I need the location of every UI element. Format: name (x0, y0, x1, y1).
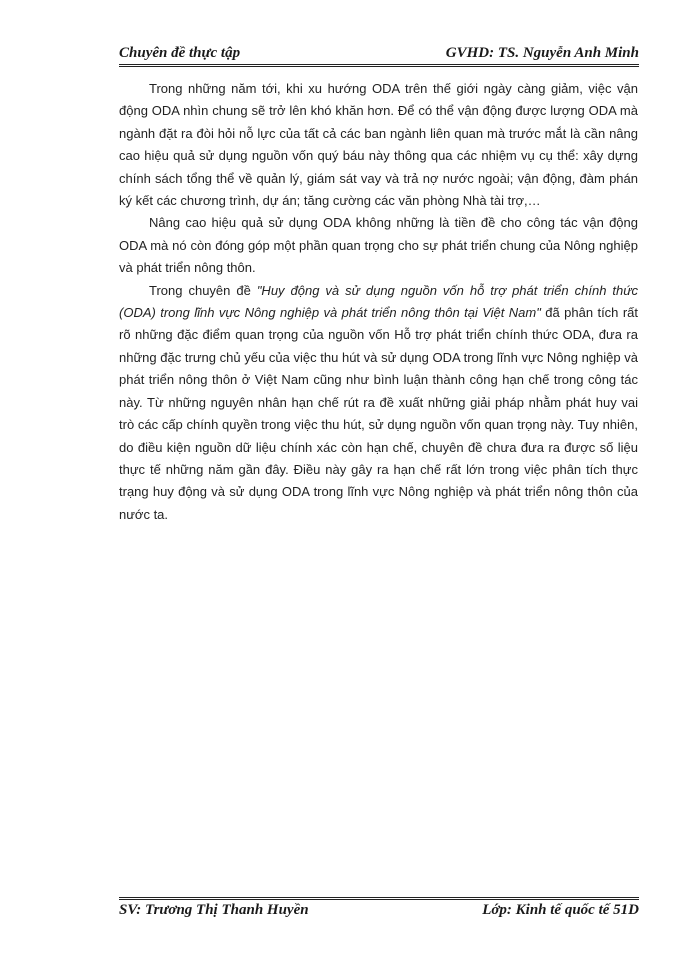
body-paragraph-2: Nâng cao hiệu quả sử dụng ODA không những là tiền đề cho công tác vận động ODA mà nó còn đóng góp một phần quan trọng cho sự phát triển chung của Nông nghiệp và phát triển nông thôn. (119, 215, 638, 276)
header-document-type: Chuyên đề thực tập (119, 45, 241, 61)
header-supervisor: GVHD: TS. Nguyễn Anh Minh (445, 45, 639, 61)
footer-class: Lớp: Kinh tế quốc tế 51D (482, 902, 639, 918)
body-paragraph-3 (119, 280, 638, 526)
footer-student: SV: Trương Thị Thanh Huyền (119, 902, 309, 918)
header-divider (119, 64, 639, 67)
report-title: "Huy động và sử dụng nguồn vốn hỗ trợ phát triển chính thức (ODA) trong lĩnh vực Nông nghiệp và phát triển nông thôn tại Việt Nam" (119, 282, 638, 321)
page-footer (119, 902, 639, 924)
body-paragraph-1: Trong những năm tới, khi xu hướng ODA trên thế giới ngày càng giảm, việc vận động ODA nhìn chung sẽ trở lên khó khăn hơn. Để có thể vận động được lượng ODA mà ngành đặt ra đòi hỏi nỗ lực của tất cả các ban ngành liên quan mà trước mắt là cần nâng cao hiệu quả sử dụng nguồn vốn quý báu này thông qua các nhiệm vụ cụ thể: xây dựng chính sách tổng thể về quản lý, giám sát vay và trả nợ nước ngoài; vận động, đàm phán ký kết các chương trình, dự án; tăng cường các văn phòng Nhà tài trợ,… (119, 81, 638, 209)
footer-divider (119, 897, 639, 900)
document-body (119, 78, 638, 526)
paragraph-3-text: đã phân tích rất rõ những đặc điểm quan trọng của nguồn vốn Hỗ trợ phát triển chính thức ODA, đưa ra những đặc trưng chủ yếu của việc thu hút và sử dụng ODA trong lĩnh vực Nông nghiệp và phát triển nông thôn ở Việt Nam cũng như bình luận thành công hạn chế trong công tác này. Từ những nguyên nhân hạn chế rút ra đề xuất những giải pháp nhằm phát huy vai trò các cấp chính quyền trong việc thu hút, sử dụng nguồn vốn quan trọng này. Tuy nhiên, do điều kiện nguồn dữ liệu chính xác còn hạn chế, chuyên đề chưa đưa ra được số liệu thực tế những năm gần đây. Điều này gây ra hạn chế rất lớn trong việc phân tích thực trạng huy động và sử dụng ODA trong lĩnh vực Nông nghiệp và phát triển nông thôn của nước ta. (119, 305, 638, 522)
paragraph-3-intro: Trong chuyên đề (149, 282, 257, 298)
page-header (119, 40, 639, 62)
